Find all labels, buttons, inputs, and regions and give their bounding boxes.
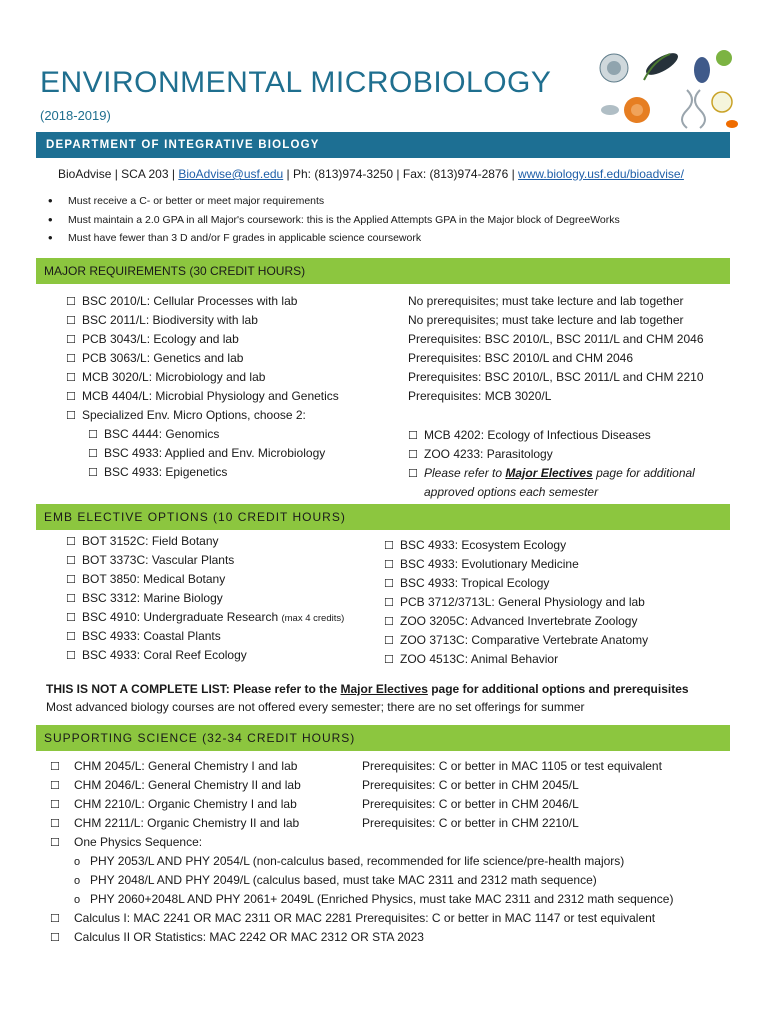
physics-option: PHY 2060+2048L AND PHY 2061+ 2049L (Enriched Physics, must take MAC 2311 and 2312 math sequence) xyxy=(90,892,674,906)
list-item xyxy=(66,292,339,311)
circle-bullet-icon: o xyxy=(74,894,81,906)
list-item xyxy=(408,445,695,464)
course-name: BSC 4933: Coral Reef Ecology xyxy=(82,648,247,662)
checkbox-icon[interactable]: ☐ xyxy=(384,635,394,647)
contact-phone-fax: | Ph: (813)974-3250 | Fax: (813)974-2876 | xyxy=(283,167,519,181)
physics-option: PHY 2048/L AND PHY 2049/L (calculus based, must take MAC 2311 and 2312 math sequence) xyxy=(90,873,597,887)
checkbox-icon[interactable]: ☐ xyxy=(384,578,394,590)
checkbox-icon[interactable]: ☐ xyxy=(50,837,60,849)
list-item xyxy=(50,871,673,890)
list-item xyxy=(66,551,344,570)
course-name: One Physics Sequence: xyxy=(74,835,203,849)
prereq-text: No prerequisites; must take lecture and lab together xyxy=(408,313,684,327)
checkbox-icon[interactable]: ☐ xyxy=(50,932,60,944)
checkbox-icon[interactable]: ☐ xyxy=(66,555,76,567)
max-credits-note: (max 4 credits) xyxy=(281,613,345,624)
prereq-text: Prerequisites: BSC 2010/L, BSC 2011/L and CHM 2046 xyxy=(408,332,704,346)
list-item xyxy=(50,852,673,871)
supporting-science-heading: SUPPORTING SCIENCE (32-34 CREDIT HOURS) xyxy=(36,725,730,751)
electives-heading: EMB ELECTIVE OPTIONS (10 CREDIT HOURS) xyxy=(36,504,730,530)
list-item xyxy=(66,463,339,482)
course-name: BSC 4933: Applied and Env. Microbiology xyxy=(104,446,326,460)
course-name: BSC 4444: Genomics xyxy=(104,427,220,441)
list-item xyxy=(66,349,339,368)
supporting-prereq-list xyxy=(362,757,662,833)
list-item xyxy=(66,570,344,589)
checkbox-icon[interactable]: ☐ xyxy=(66,574,76,586)
list-item xyxy=(384,555,648,574)
checkbox-icon[interactable]: ☐ xyxy=(408,430,418,442)
prereq-text: No prerequisites; must take lecture and lab together xyxy=(408,294,684,308)
checkbox-icon[interactable]: ☐ xyxy=(66,631,76,643)
checkbox-icon[interactable]: ☐ xyxy=(408,468,418,480)
list-item xyxy=(408,464,695,483)
list-item xyxy=(50,833,673,852)
list-item xyxy=(408,426,695,445)
checkbox-icon[interactable]: ☐ xyxy=(384,540,394,552)
prereq-text: Prerequisites: C or better in CHM 2210/L xyxy=(362,816,579,830)
checkbox-icon[interactable]: ☐ xyxy=(66,612,76,624)
course-name: Calculus II OR Statistics: MAC 2242 OR MAC 2312 OR STA 2023 xyxy=(74,930,424,944)
list-item xyxy=(66,608,344,627)
checkbox-icon[interactable]: ☐ xyxy=(66,410,76,422)
rule-item: • Must have fewer than 3 D and/or F grades in applicable science coursework xyxy=(44,229,620,248)
course-name: BOT 3373C: Vascular Plants xyxy=(82,553,235,567)
refer-line2: approved options each semester xyxy=(424,485,599,499)
list-item xyxy=(66,646,344,665)
course-name: Specialized Env. Micro Options, choose 2: xyxy=(82,408,306,422)
checkbox-icon[interactable]: ☐ xyxy=(66,593,76,605)
list-item xyxy=(50,928,673,947)
major-course-list xyxy=(66,292,339,482)
course-name: BSC 2010/L: Cellular Processes with lab xyxy=(82,294,298,308)
microbe-illustration xyxy=(592,40,742,132)
course-name: MCB 4404/L: Microbial Physiology and Genetics xyxy=(82,389,339,403)
list-item xyxy=(384,612,648,631)
major-prereq-list xyxy=(408,292,704,406)
course-name: ZOO 4233: Parasitology xyxy=(424,447,553,461)
checkbox-icon[interactable]: ☐ xyxy=(88,467,98,479)
course-name: BOT 3152C: Field Botany xyxy=(82,534,219,548)
department-banner: DEPARTMENT OF INTEGRATIVE BIOLOGY xyxy=(36,132,730,158)
list-item xyxy=(384,650,648,669)
major-electives-link[interactable]: Major Electives xyxy=(505,466,593,480)
major-requirements-heading: MAJOR REQUIREMENTS (30 CREDIT HOURS) xyxy=(36,258,730,284)
list-item xyxy=(384,593,648,612)
rule-item: • Must maintain a 2.0 GPA in all Major's coursework: this is the Applied Attempts GPA in the Major block of DegreeWorks xyxy=(44,211,620,230)
checkbox-icon[interactable]: ☐ xyxy=(66,372,76,384)
list-item xyxy=(384,574,648,593)
prereq-text: Prerequisites: MCB 3020/L xyxy=(408,389,552,403)
prereq-text: Prerequisites: C or better in CHM 2045/L xyxy=(362,778,579,792)
checkbox-icon[interactable]: ☐ xyxy=(384,654,394,666)
refer-suffix: page for additional xyxy=(592,466,695,480)
list-item xyxy=(66,444,339,463)
prereq-text: Prerequisites: BSC 2010/L, BSC 2011/L and CHM 2210 xyxy=(408,370,704,384)
checkbox-icon[interactable]: ☐ xyxy=(88,429,98,441)
list-item xyxy=(66,406,339,425)
checkbox-icon[interactable]: ☐ xyxy=(384,597,394,609)
course-name: BSC 4933: Ecosystem Ecology xyxy=(400,538,567,552)
page-title: ENVIRONMENTAL MICROBIOLOGY xyxy=(40,66,552,99)
checkbox-icon[interactable]: ☐ xyxy=(88,448,98,460)
checkbox-icon[interactable]: ☐ xyxy=(50,818,60,830)
course-name: ZOO 3713C: Comparative Vertebrate Anatomy xyxy=(400,633,649,647)
rule-item: • Must receive a C- or better or meet major requirements xyxy=(44,192,620,211)
electives-left-list xyxy=(66,532,344,665)
course-name: Calculus I: MAC 2241 OR MAC 2311 OR MAC 2281 Prerequisites: C or better in MAC 1147 or test equivalent xyxy=(74,911,656,925)
list-item xyxy=(66,589,344,608)
list-item xyxy=(50,890,673,909)
prereq-text: Prerequisites: C or better in MAC 1105 or test equivalent xyxy=(362,759,662,773)
course-name: PCB 3712/3713L: General Physiology and lab xyxy=(400,595,645,609)
checkbox-icon[interactable]: ☐ xyxy=(66,296,76,308)
contact-prefix: BioAdvise | SCA 203 | xyxy=(58,167,179,181)
checkbox-icon[interactable]: ☐ xyxy=(66,650,76,662)
circle-bullet-icon: o xyxy=(74,875,81,887)
website-link[interactable]: www.biology.usf.edu/bioadvise/ xyxy=(518,167,684,181)
course-name: CHM 2046/L: General Chemistry II and lab xyxy=(74,778,301,792)
course-name: CHM 2210/L: Organic Chemistry I and lab xyxy=(74,797,297,811)
checkbox-icon[interactable]: ☐ xyxy=(50,780,60,792)
prereq-text: Prerequisites: BSC 2010/L and CHM 2046 xyxy=(408,351,634,365)
physics-option: PHY 2053/L AND PHY 2054/L (non-calculus based, recommended for life science/pre-health majors) xyxy=(90,854,625,868)
contact-line xyxy=(58,167,684,181)
electives-right-list xyxy=(384,536,648,669)
course-name: BSC 2011/L: Biodiversity with lab xyxy=(82,313,258,327)
list-item xyxy=(66,368,339,387)
checkbox-icon[interactable]: ☐ xyxy=(384,616,394,628)
major-options-right xyxy=(408,426,695,502)
course-name: PCB 3043/L: Ecology and lab xyxy=(82,332,239,346)
list-item xyxy=(66,627,344,646)
course-name: CHM 2045/L: General Chemistry I and lab xyxy=(74,759,298,773)
incomplete-list-note xyxy=(46,682,689,696)
offering-note: Most advanced biology courses are not offered every semester; there are no set offerings for summer xyxy=(46,700,585,714)
list-item xyxy=(66,387,339,406)
checkbox-icon[interactable]: ☐ xyxy=(66,536,76,548)
course-name: BSC 4933: Tropical Ecology xyxy=(400,576,550,590)
checkbox-icon[interactable]: ☐ xyxy=(384,559,394,571)
course-name: CHM 2211/L: Organic Chemistry II and lab xyxy=(74,816,300,830)
circle-bullet-icon: o xyxy=(74,856,81,868)
course-name: MCB 4202: Ecology of Infectious Diseases xyxy=(424,428,651,442)
academic-year: (2018-2019) xyxy=(40,108,111,123)
checkbox-icon[interactable]: ☐ xyxy=(66,315,76,327)
checkbox-icon[interactable]: ☐ xyxy=(66,353,76,365)
course-name: ZOO 3205C: Advanced Invertebrate Zoology xyxy=(400,614,638,628)
refer-prefix: Please refer to xyxy=(424,466,506,480)
checkbox-icon[interactable]: ☐ xyxy=(50,761,60,773)
list-item xyxy=(66,330,339,349)
list-item xyxy=(50,909,673,928)
note-suffix: page for additional options and prerequisites xyxy=(427,682,689,696)
checkbox-icon[interactable]: ☐ xyxy=(408,449,418,461)
checkbox-icon[interactable]: ☐ xyxy=(66,391,76,403)
course-name: PCB 3063/L: Genetics and lab xyxy=(82,351,244,365)
list-item xyxy=(384,536,648,555)
list-item xyxy=(66,532,344,551)
course-name: MCB 3020/L: Microbiology and lab xyxy=(82,370,266,384)
course-name: ZOO 4513C: Animal Behavior xyxy=(400,652,559,666)
major-electives-link[interactable]: Major Electives xyxy=(340,682,428,696)
list-item xyxy=(384,631,648,650)
course-name: BSC 4910: Undergraduate Research xyxy=(82,610,279,624)
checkbox-icon[interactable]: ☐ xyxy=(66,334,76,346)
rules-list xyxy=(44,192,620,248)
list-item xyxy=(66,425,339,444)
email-link[interactable]: BioAdvise@usf.edu xyxy=(178,167,284,181)
prereq-text: Prerequisites: C or better in CHM 2046/L xyxy=(362,797,579,811)
checkbox-icon[interactable]: ☐ xyxy=(50,913,60,925)
course-name: BSC 4933: Epigenetics xyxy=(104,465,228,479)
list-item xyxy=(66,311,339,330)
course-name: BSC 4933: Coastal Plants xyxy=(82,629,221,643)
note-prefix: THIS IS NOT A COMPLETE LIST: Please refer to the xyxy=(46,682,341,696)
course-name: BSC 3312: Marine Biology xyxy=(82,591,223,605)
checkbox-icon[interactable]: ☐ xyxy=(50,799,60,811)
course-name: BSC 4933: Evolutionary Medicine xyxy=(400,557,579,571)
course-name: BOT 3850: Medical Botany xyxy=(82,572,226,586)
